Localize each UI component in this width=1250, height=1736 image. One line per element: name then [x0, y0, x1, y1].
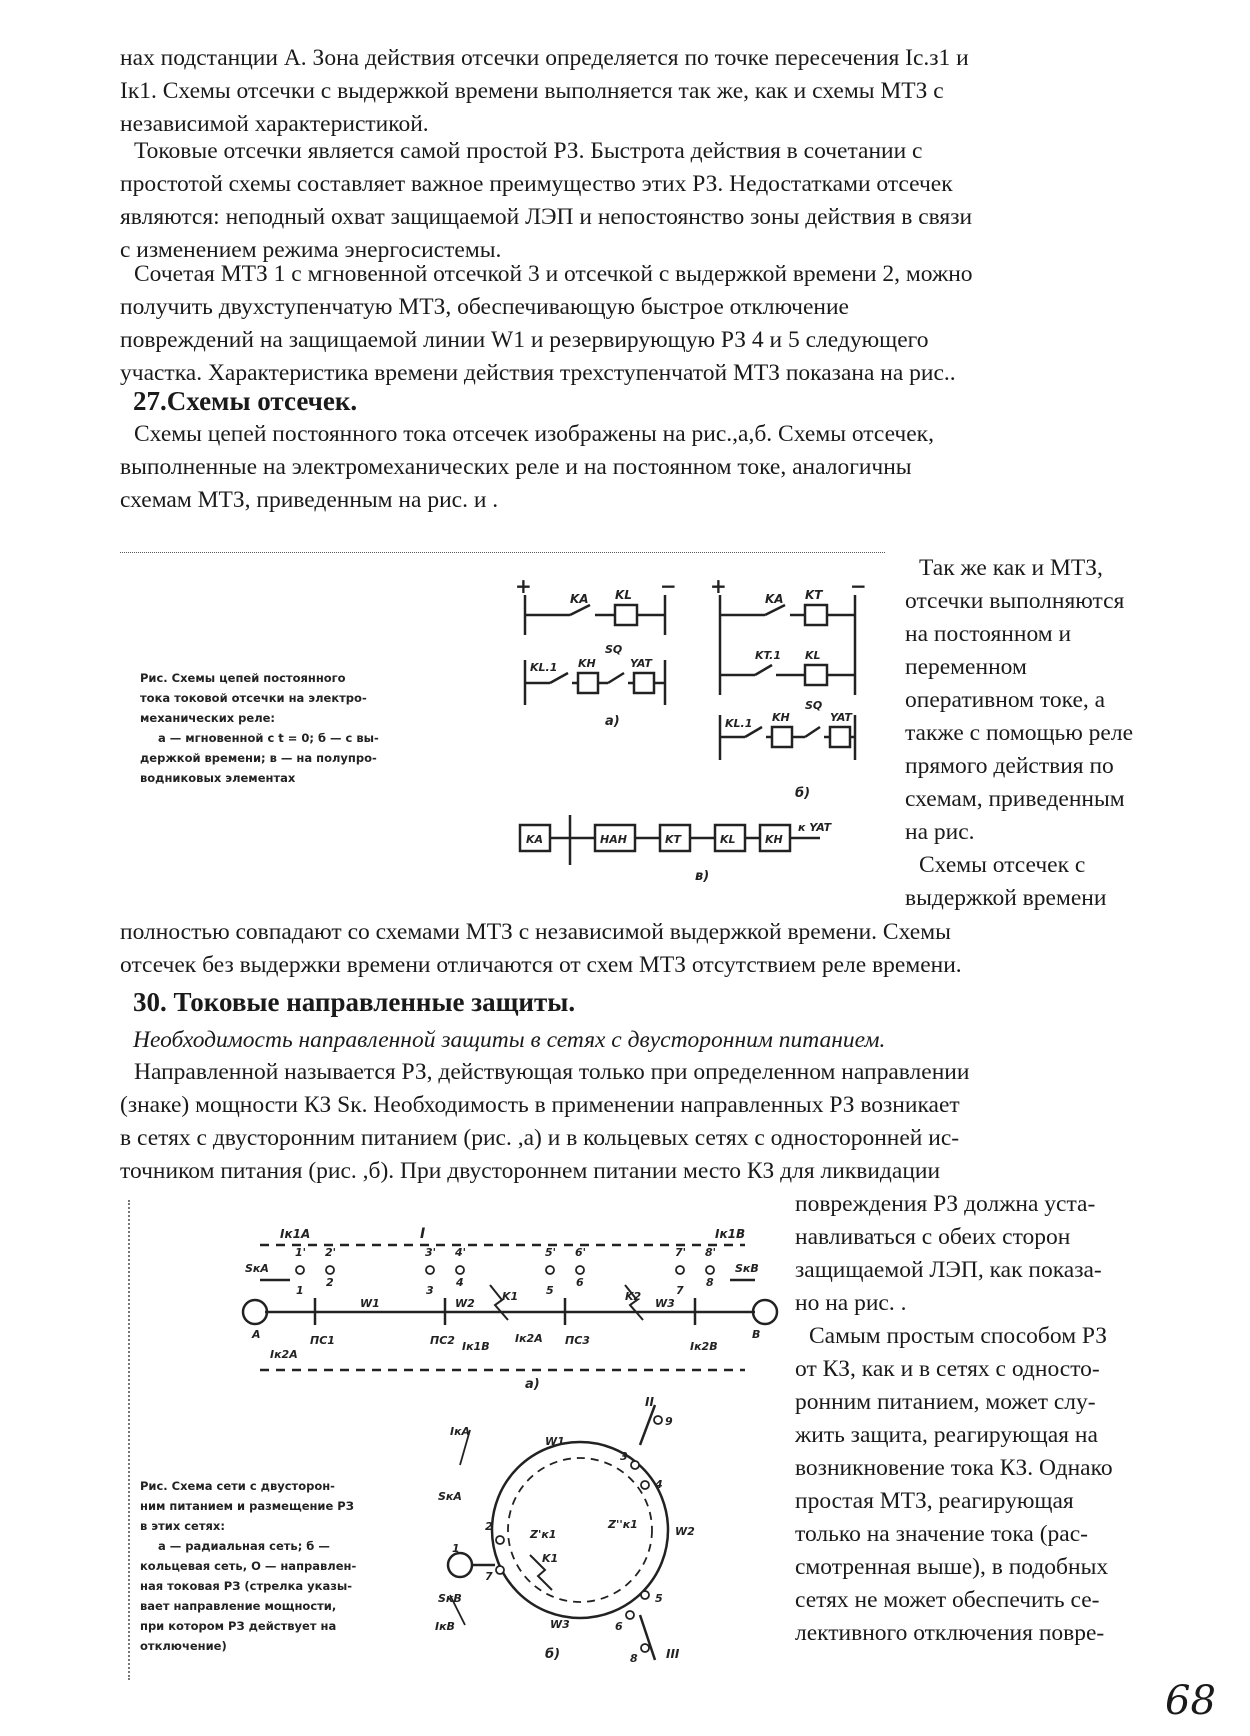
line-label: W1	[545, 1435, 565, 1448]
kl1-label: KL.1	[530, 661, 558, 674]
side-text-1	[905, 552, 1205, 915]
kt-label: KT	[805, 588, 823, 602]
yat-output-label: к YAT	[798, 821, 832, 834]
node-label: 7'	[675, 1246, 687, 1259]
node-label: 8'	[705, 1246, 717, 1259]
node-label: 5	[546, 1284, 554, 1297]
text-line: Iк1. Схемы отсечки с выдержкой времени выполняется так же, как и схемы МТЗ с	[120, 78, 944, 104]
current-label: I	[420, 1226, 426, 1242]
kl-label: KL	[805, 649, 821, 662]
node-label: 8	[630, 1652, 638, 1665]
impedance-label: Z'к1	[530, 1528, 557, 1541]
caption-line: вает направление мощности,	[140, 1599, 337, 1613]
caption-line: при котором РЗ действует на	[140, 1619, 337, 1633]
text-line: участка. Характеристика времени действия трехступенчатой МТЗ показана на рис..	[120, 360, 956, 386]
caption-line: Рис. Схемы цепей постоянного	[140, 671, 346, 685]
power-label: SкВ	[438, 1592, 462, 1605]
section-subheading: Необходимость направленной защиты в сетях с двусторонним питанием.	[133, 1027, 886, 1053]
text-line: Сочетая МТЗ 1 с мгновенной отсечкой 3 и отсечкой с выдержкой времени 2, можно	[134, 261, 973, 287]
power-label: SкВ	[735, 1262, 759, 1275]
minus-label: −	[850, 575, 867, 598]
current-label: Iк2А	[270, 1348, 298, 1361]
plus-label: +	[710, 575, 727, 598]
yat-label: YAT	[630, 657, 652, 670]
node-label: 4	[456, 1276, 464, 1289]
text-line: полностью совпадают со схемами МТЗ с независимой выдержкой времени. Схемы	[120, 919, 951, 945]
line-label: W3	[550, 1618, 570, 1631]
node-label: 6	[615, 1620, 623, 1633]
minus-label: −	[660, 575, 677, 598]
figure-2-caption	[140, 1476, 430, 1656]
power-label: SкА	[438, 1490, 462, 1503]
text-line: Схемы отсечек с	[919, 852, 1086, 878]
caption-line: кольцевая сеть, О — направлен-	[140, 1559, 357, 1573]
text-line: ронним питанием, может слу-	[795, 1389, 1096, 1415]
current-label: Iк1В	[462, 1340, 490, 1353]
node-label: 9	[665, 1415, 673, 1428]
line-label: W3	[655, 1297, 675, 1310]
nan-label: НАН	[600, 833, 627, 846]
node-label: III	[666, 1647, 680, 1661]
text-line: переменном	[905, 654, 1027, 680]
divider	[120, 552, 885, 553]
text-line: на рис.	[905, 819, 975, 845]
node-label: 1'	[295, 1246, 307, 1259]
paragraph-1	[120, 42, 1120, 141]
paragraph-5	[120, 916, 1130, 982]
ka-label: KA	[526, 833, 544, 846]
text-line: схемам МТЗ, приведенным на рис. и .	[120, 487, 499, 513]
text-line: оперативном токе, а	[905, 687, 1106, 713]
section-heading-30: 30. Токовые направленные защиты.	[133, 987, 576, 1017]
text-line: повреждений на защищаемой линии W1 и резервирующую РЗ 4 и 5 следующего	[120, 327, 929, 353]
text-line: простотой схемы составляет важное преимущество этих РЗ. Недостатками отсечек	[120, 171, 953, 197]
caption-line: ная токовая РЗ (стрелка указы-	[140, 1579, 353, 1593]
subfig-a-label: а)	[525, 1377, 540, 1390]
paragraph-3	[120, 258, 1120, 390]
node-label: 8	[706, 1276, 714, 1289]
node-label: 5	[655, 1592, 663, 1605]
substation-label: ПС1	[310, 1334, 335, 1347]
node-label: 2	[485, 1520, 493, 1533]
node-label: 3'	[425, 1246, 437, 1259]
node-label: 3	[426, 1284, 434, 1297]
text-line: сетях не может обеспечить се-	[795, 1587, 1100, 1613]
bus-label: B	[752, 1328, 761, 1341]
caption-line: держкой времени; в — на полупро-	[140, 751, 377, 765]
text-line: жить защита, реагирующая на	[795, 1422, 1098, 1448]
caption-line: а — мгновенной с t = 0; б — с вы-	[158, 731, 379, 745]
yat-label: YAT	[830, 711, 852, 724]
node-label: II	[645, 1395, 654, 1409]
margin-line	[128, 1200, 130, 1680]
ka-label: KA	[765, 592, 784, 606]
kl-label: KL	[720, 833, 736, 846]
text-line: навливаться с обеих сторон	[795, 1224, 1071, 1250]
text-line: также с помощью реле	[905, 720, 1134, 746]
caption-line: Рис. Схема сети с двусторон-	[140, 1479, 335, 1493]
text-line: возникновение тока КЗ. Однако	[795, 1455, 1113, 1481]
text-line: отсечек без выдержки времени отличаются от схем МТЗ отсутствием реле времени.	[120, 952, 962, 978]
text-line: получить двухступенчатую МТЗ, обеспечивающую быстрое отключение	[120, 294, 849, 320]
subfig-v-label: в)	[695, 869, 710, 884]
caption-line: тока токовой отсечки на электро-	[140, 691, 367, 705]
text-line: Так же как и МТЗ,	[919, 555, 1103, 581]
line-label: W2	[675, 1525, 695, 1538]
page-number: 68	[1165, 1678, 1216, 1724]
substation-label: ПС3	[565, 1334, 590, 1347]
node-label: 5'	[545, 1246, 557, 1259]
current-label: IкА	[450, 1425, 471, 1438]
figure-2a-radial-network	[240, 1210, 780, 1390]
impedance-label: Z''к1	[608, 1518, 638, 1531]
text-line: являются: неподный охват защищаемой ЛЭП и непостоянство зоны действия в связи	[120, 204, 973, 230]
paragraph-2	[120, 135, 1120, 267]
text-line: выдержкой времени	[905, 885, 1107, 911]
figure-2b-ring-network	[430, 1390, 720, 1670]
node-label: 4'	[455, 1246, 467, 1259]
current-label: Iк2А	[515, 1332, 543, 1345]
text-line: в сетях с двусторонним питанием (рис. ,а) и в кольцевых сетях с односторонней ис-	[120, 1125, 960, 1151]
node-label: 1	[296, 1284, 304, 1297]
node-label: 6	[576, 1276, 584, 1289]
line-label: W2	[455, 1297, 475, 1310]
text-line: защищаемой ЛЭП, как показа-	[795, 1257, 1102, 1283]
caption-line: ним питанием и размещение РЗ	[140, 1499, 354, 1513]
node-label: 3	[620, 1450, 628, 1463]
text-line: повреждения РЗ должна уста-	[795, 1191, 1096, 1217]
current-label: Iк1В	[715, 1227, 746, 1241]
fault-label: K2	[625, 1290, 642, 1303]
current-label: Iк2В	[690, 1340, 718, 1353]
node-label: 7	[485, 1570, 493, 1583]
text-line: Токовые отсечки является самой простой РЗ. Быстрота действия в сочетании с	[134, 138, 923, 164]
text-line: простая МТЗ, реагирующая	[795, 1488, 1074, 1514]
text-line: лективного отключения повре-	[795, 1620, 1105, 1646]
text-line: прямого действия по	[905, 753, 1114, 779]
text-line: нах подстанции А. Зона действия отсечки определяется по точке пересечения Ic.з1 и	[120, 45, 969, 71]
caption-line: водниковых элементах	[140, 771, 296, 785]
current-label: Iк1А	[280, 1227, 311, 1241]
paragraph-6	[120, 1056, 1130, 1188]
node-label: 7	[676, 1284, 684, 1297]
line-label: W1	[360, 1297, 380, 1310]
text-line: схемам, приведенным	[905, 786, 1125, 812]
plus-label: +	[515, 575, 532, 598]
text-line: точником питания (рис. ,б). При двустороннем питании место КЗ для ликвидации	[120, 1158, 941, 1184]
node-label: 2	[326, 1276, 334, 1289]
text-line: отсечки выполняются	[905, 588, 1125, 614]
text-line: но на рис. .	[795, 1290, 907, 1316]
text-line: Направленной называется РЗ, действующая только при определенном направлении	[134, 1059, 970, 1085]
kt-label: KT	[665, 833, 682, 846]
side-text-2	[795, 1188, 1215, 1650]
node-label: 6'	[575, 1246, 587, 1259]
kh-label: KH	[765, 833, 783, 846]
subfig-a-label: а)	[605, 714, 620, 729]
fault-label: K1	[502, 1290, 519, 1303]
caption-line: отключение)	[140, 1639, 227, 1653]
paragraph-4	[120, 418, 1120, 517]
kl1-label: KL.1	[725, 717, 753, 730]
text-line: смотренная выше), в подобных	[795, 1554, 1109, 1580]
caption-line: а — радиальная сеть; б —	[158, 1539, 330, 1553]
kt1-label: KT.1	[755, 649, 781, 662]
fault-label: K1	[542, 1552, 559, 1565]
current-label: IкВ	[435, 1620, 455, 1633]
text-line: только на значение тока (рас-	[795, 1521, 1088, 1547]
text-line: Самым простым способом РЗ	[809, 1323, 1108, 1349]
subfig-b-label: б)	[545, 1647, 561, 1662]
text-line: с изменением режима энергосистемы.	[120, 237, 502, 263]
bus-label: A	[252, 1328, 261, 1341]
text-line: на постоянном и	[905, 621, 1072, 647]
power-label: SкА	[245, 1262, 269, 1275]
text-line: от КЗ, как и в сетях с односто-	[795, 1356, 1100, 1382]
sq-label: SQ	[805, 699, 823, 712]
sq-label: SQ	[605, 643, 623, 656]
ka-label: KA	[570, 592, 589, 606]
figure-1-caption	[140, 668, 480, 788]
section-heading-27: 27.Схемы отсечек.	[133, 386, 358, 416]
substation-label: ПС2	[430, 1334, 455, 1347]
kh-label: KH	[772, 711, 790, 724]
kh-label: KH	[578, 657, 596, 670]
text-line: (знаке) мощности КЗ Sк. Необходимость в применении направленных РЗ возникает	[120, 1092, 960, 1118]
caption-line: механических реле:	[140, 711, 276, 725]
node-label: 1	[452, 1542, 460, 1555]
text-line: Схемы цепей постоянного тока отсечек изображены на рис.,а,б. Схемы отсечек,	[134, 421, 934, 447]
text-line: выполненные на электромеханических реле и на постоянном токе, аналогичны	[120, 454, 912, 480]
text-line: независимой характеристикой.	[120, 111, 429, 137]
caption-line: в этих сетях:	[140, 1519, 225, 1533]
subfig-b-label: б)	[795, 786, 811, 801]
node-label: 2'	[325, 1246, 337, 1259]
kl-label: KL	[615, 588, 632, 602]
figure-1-circuit-diagram	[500, 575, 900, 895]
node-label: 4	[655, 1478, 663, 1491]
